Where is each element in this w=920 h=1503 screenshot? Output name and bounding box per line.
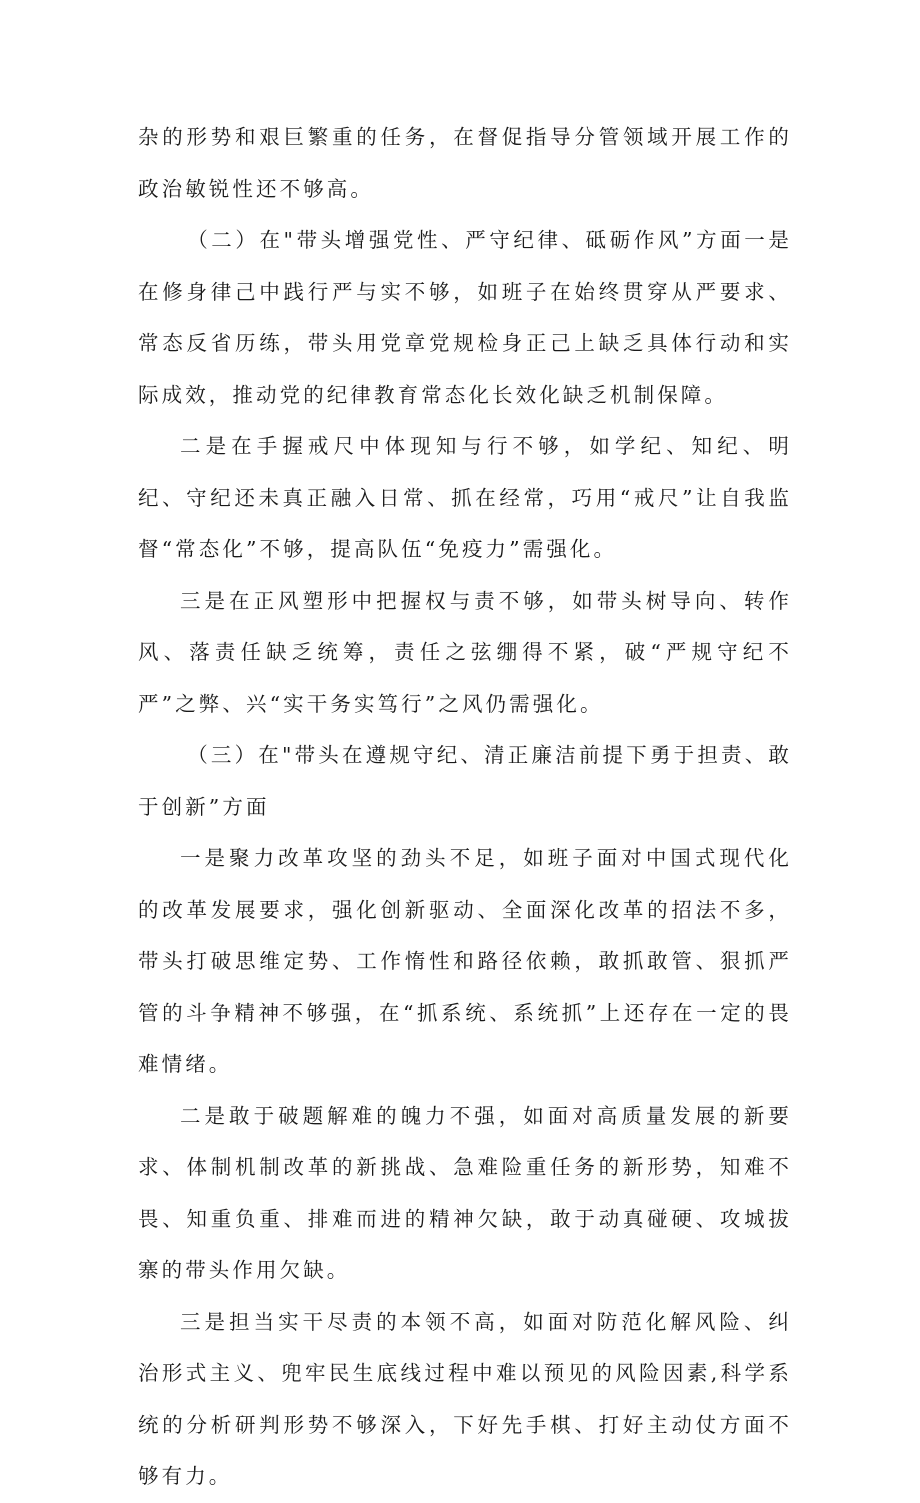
section-three-heading: （三）在"带头在遵规守纪、清正廉洁前提下勇于担责、敢于创新”方面	[138, 743, 792, 819]
paragraph-point-three: 三是在正风塑形中把握权与责不够，如带头树导向、转作风、落责任缺乏统筹，责任之弦绷得不紧，破“严规守纪不严”之弊、兴“实干务实笃行”之风仍需强化。	[138, 588, 792, 716]
paragraph-point-one: 一是聚力改革攻坚的劲头不足，如班子面对中国式现代化的改革发展要求，强化创新驱动、全面深化改革的招法不多，带头打破思维定势、工作惰性和路径依赖，敢抓敢管、狠抓严管的斗争精神不够强，在“抓系统、系统抓”上还存在一定的畏难情绪。	[138, 846, 792, 1076]
paragraph-point-three-b: 三是担当实干尽责的本领不高，如面对防范化解风险、纠治形式主义、兜牢民生底线过程中难以预见的风险因素,科学系统的分析研判形势不够深入，下好先手棋、打好主动仗方面不够有力。	[138, 1309, 792, 1488]
section-two-heading-paragraph: （二）在"带头增强党性、严守纪律、砥砺作风”方面一是在修身律己中践行严与实不够，如班子在始终贯穿从严要求、常态反省历练，带头用党章党规检身正己上缺乏具体行动和实际成效，推动党的纪律教育常态化长效化缺乏机制保障。	[138, 228, 792, 407]
paragraph-continuation: 杂的形势和艰巨繁重的任务，在督促指导分管领域开展工作的政治敏锐性还不够高。	[138, 125, 792, 201]
document-body	[138, 112, 792, 1503]
paragraph-point-two-b: 二是敢于破题解难的魄力不强，如面对高质量发展的新要求、体制机制改革的新挑战、急难险重任务的新形势，知难不畏、知重负重、排难而进的精神欠缺，敢于动真碰硬、攻城拔寨的带头作用欠缺。	[138, 1103, 792, 1282]
paragraph-point-two: 二是在手握戒尺中体现知与行不够，如学纪、知纪、明纪、守纪还未真正融入日常、抓在经常，巧用“戒尺”让自我监督“常态化”不够，提高队伍“免疫力”需强化。	[138, 434, 792, 561]
